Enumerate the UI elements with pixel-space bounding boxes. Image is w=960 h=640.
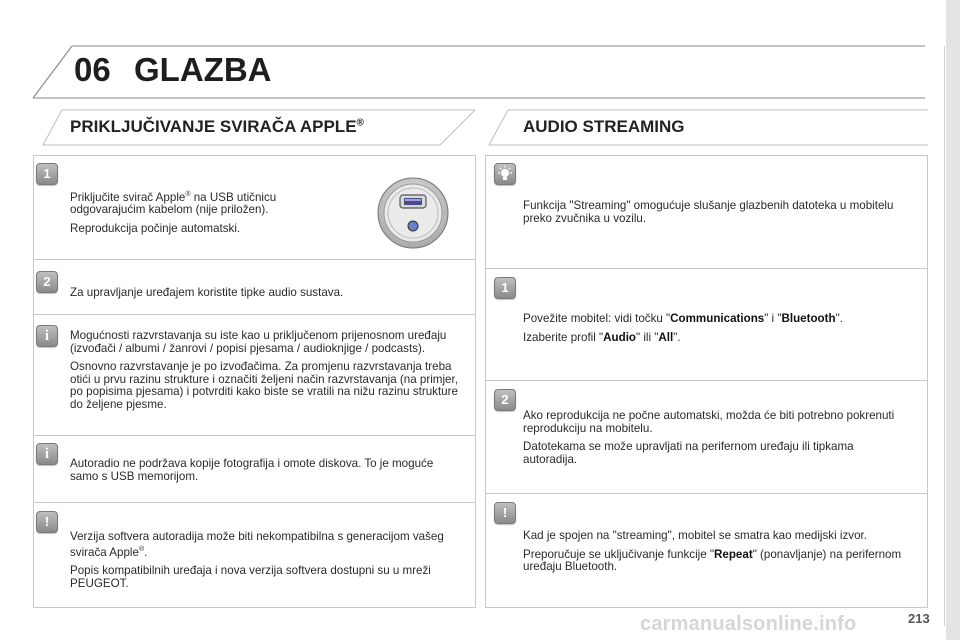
left-section-title: PRIKLJUČIVANJE SVIRAČA APPLE® — [70, 117, 364, 136]
right-tip-text: Funkcija "Streaming" omogućuje slušanje glazbenih datoteka u mobitelu preko zvučnika u vozilu. — [523, 199, 894, 225]
right-warning-text: Kad je spojen na "streaming", mobitel se smatra kao medijski izvor. Preporučuje se uključivanje funkcije "Repeat" (ponavljanje) na perifernom uređaju Bluetooth. — [523, 529, 902, 574]
lightbulb-icon — [494, 163, 516, 185]
warning-icon: ! — [36, 511, 58, 533]
right-divider-1 — [485, 268, 928, 269]
left-divider-2 — [33, 314, 476, 315]
info-icon: i — [36, 325, 58, 347]
right-divider-3 — [485, 493, 928, 494]
left-info-1-text: Mogućnosti razvrstavanja su iste kao u priključenom prijenosnom uređaju (izvođači / albumi / žanrovi / popisi pjesama / audioknjige / podcasts). Osnovno razvrstavanje je po izvođačima. Za promjenu razvrstavanja treba otići u prvu razinu strukture i označiti željeni način razvrstavanja (na primjer, po popisima pjesama) i potvrditi kako biste se vratili na nižu razinu strukture do željene pjesme. — [70, 329, 458, 411]
left-divider-3 — [33, 435, 476, 436]
step-2-badge: 2 — [36, 271, 58, 293]
page-number: 213 — [908, 611, 930, 626]
left-divider-4 — [33, 502, 476, 503]
left-divider-1 — [33, 259, 476, 260]
info-icon: i — [36, 443, 58, 465]
usb-socket-illustration — [376, 176, 450, 250]
left-info-2-text: Autoradio ne podržava kopije fotografija i omote diskova. To je moguće samo s USB memorijom. — [70, 457, 434, 483]
step-1-badge: 1 — [36, 163, 58, 185]
right-divider-2 — [485, 380, 928, 381]
left-warning-text: Verzija softvera autoradija može biti nekompatibilna s generacijom vašeg svirača Apple®. Popis kompatibilnih uređaja i nova verzija softvera dostupni su u mreži PEUGEOT. — [70, 530, 444, 590]
right-section-title: AUDIO STREAMING — [523, 117, 685, 136]
left-step-1-text: Priključite svirač Apple® na USB utičnicu odgovarajućim kabelom (nije priložen). Reprodukcija počinje automatski. — [70, 190, 277, 236]
right-step-2-text: Ako reprodukcija ne počne automatski, možda će biti potrebno pokrenuti reprodukciju na mobitelu. Datotekama se može upravljati na perifernom uređaju ili tipkama autoradija. — [523, 409, 895, 466]
right-step-1-text: Povežite mobitel: vidi točku "Communications" i "Bluetooth". Izaberite profil "Audio" ili "All". — [523, 312, 843, 344]
left-step-2-text: Za upravljanje uređajem koristite tipke audio sustava. — [70, 286, 344, 299]
step-1-badge: 1 — [494, 277, 516, 299]
page-edge-strip — [946, 0, 960, 640]
step-2-badge: 2 — [494, 389, 516, 411]
chapter-number: 06 — [74, 51, 111, 88]
watermark: carmanualsonline.info — [640, 613, 857, 635]
chapter-title: GLAZBA — [134, 51, 272, 88]
warning-icon: ! — [494, 502, 516, 524]
